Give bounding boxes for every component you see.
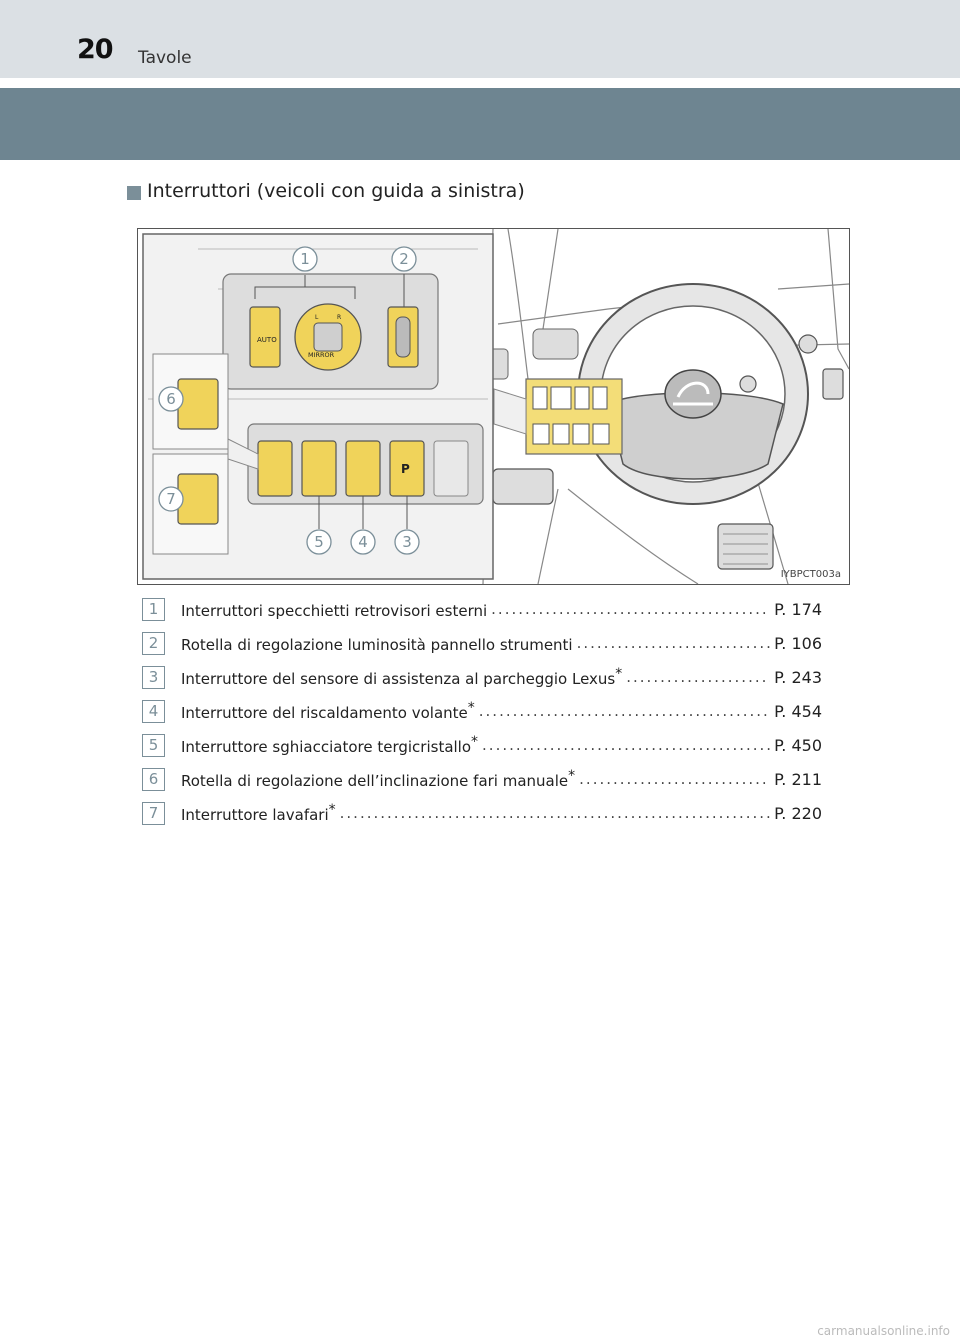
list-item — [142, 728, 822, 762]
figure-code: IYBPCT003a — [780, 569, 841, 580]
list-item — [142, 694, 822, 728]
callout-2: 2 — [399, 250, 409, 268]
subsection-bullet-icon — [127, 186, 141, 200]
item-text: Rotella di regolazione dell’inclinazione fari manuale* — [181, 768, 576, 790]
item-number: 6 — [142, 768, 165, 791]
callout-7: 7 — [166, 490, 176, 508]
svg-text:P: P — [401, 462, 410, 476]
subsection-title: Interruttori (veicoli con guida a sinistra) — [147, 180, 525, 202]
section-title: Tavole — [138, 48, 192, 68]
page-reference-link[interactable]: P. 174 — [774, 599, 822, 619]
leader-dots — [482, 736, 770, 754]
leader-dots — [479, 702, 770, 720]
list-item — [142, 796, 822, 830]
svg-text:MIRROR: MIRROR — [308, 351, 335, 359]
watermark: carmanualsonline.info — [817, 1324, 950, 1338]
leader-dots — [579, 770, 770, 788]
item-number: 4 — [142, 700, 165, 723]
callout-4: 4 — [358, 533, 368, 551]
page-reference-link[interactable]: P. 211 — [774, 769, 822, 789]
leader-dots — [340, 804, 770, 822]
page-number: 20 — [77, 34, 113, 65]
page-reference-link[interactable]: P. 243 — [774, 667, 822, 687]
item-text: Interruttore lavafari* — [181, 802, 336, 824]
item-text: Interruttore del sensore di assistenza al parcheggio Lexus* — [181, 666, 623, 688]
list-item — [142, 592, 822, 626]
leader-dots — [626, 668, 770, 686]
item-text: Interruttori specchietti retrovisori esterni — [181, 602, 488, 620]
page-reference-link[interactable]: P. 220 — [774, 803, 822, 823]
item-number: 3 — [142, 666, 165, 689]
callout-1: 1 — [300, 250, 310, 268]
page-reference-link[interactable]: P. 454 — [774, 701, 822, 721]
callout-5: 5 — [314, 533, 324, 551]
callout-6: 6 — [166, 390, 176, 408]
item-number: 5 — [142, 734, 165, 757]
svg-text:AUTO: AUTO — [257, 336, 277, 344]
list-item — [142, 626, 822, 660]
svg-text:L: L — [315, 314, 319, 321]
item-number: 1 — [142, 598, 165, 621]
item-number: 2 — [142, 632, 165, 655]
item-text: Interruttore del riscaldamento volante* — [181, 700, 475, 722]
header-bar — [0, 88, 960, 160]
leader-dots — [577, 634, 771, 652]
page-reference-link[interactable]: P. 450 — [774, 735, 822, 755]
switches-illustration — [137, 228, 850, 585]
list-item — [142, 762, 822, 796]
item-text: Rotella di regolazione luminosità pannello strumenti — [181, 636, 573, 654]
switch-list — [142, 592, 822, 830]
item-number: 7 — [142, 802, 165, 825]
leader-dots — [491, 600, 770, 618]
item-text: Interruttore sghiacciatore tergicristallo* — [181, 734, 479, 756]
callout-3: 3 — [402, 533, 412, 551]
svg-text:R: R — [337, 314, 342, 321]
page-reference-link[interactable]: P. 106 — [774, 633, 822, 653]
list-item — [142, 660, 822, 694]
